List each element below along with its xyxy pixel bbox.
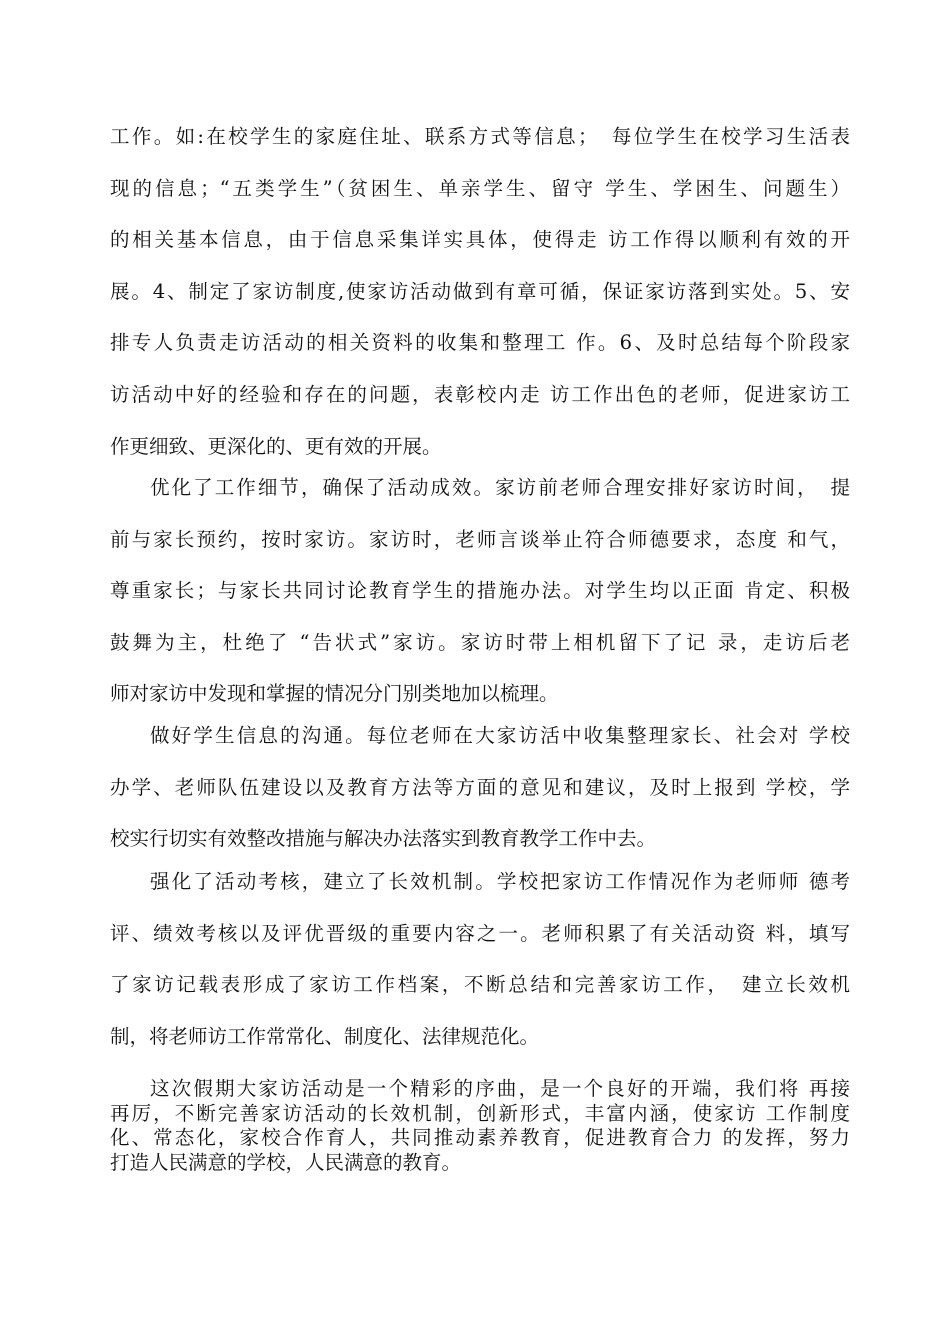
text-line: 师对家访中发现和掌握的情况分门别类地加以梳理。	[110, 682, 559, 706]
text-line: 的相关基本信息，由于信息采集详实具体，使得走 访工作得以顺利有效的开	[110, 228, 850, 252]
paragraph-information-communication	[110, 710, 850, 865]
text-line: 这次假期大家访活动是一个精彩的序曲，是一个良好的开端，我们将 再接	[150, 1077, 850, 1100]
text-line: 化、常态化，家校合作育人，共同推动素养教育，促进教育合力 的发挥，努力	[110, 1126, 850, 1149]
text-line: 前与家长预约，按时家访。家访时，老师言谈举止符合师德要求，态度 和气，	[110, 527, 850, 551]
paragraph-home-visit-measures	[110, 111, 850, 472]
text-line: 校实行切实有效整改措施与解决办法落实到教育教学工作中去。	[110, 827, 657, 851]
text-line: 评、绩效考核以及评优晋级的重要内容之一。老师积累了有关活动资 料，填写	[110, 921, 850, 945]
text-line: 了家访记载表形成了家访工作档案，不断总结和完善家访工作， 建立长效机	[110, 973, 850, 997]
text-line: 现的信息；“五类学生”（贫困生、单亲学生、留守 学生、学困生、问题生）	[110, 176, 850, 200]
text-line: 鼓舞为主，杜绝了 “告状式”家访。家访时带上相机留下了记 录，走访后老	[110, 630, 850, 654]
paragraph-conclusion	[110, 1077, 850, 1175]
paragraph-assessment-mechanism	[110, 856, 850, 1062]
text-line: 打造人民满意的学校，人民满意的教育。	[110, 1150, 462, 1174]
text-line: 尊重家长；与家长共同讨论教育学生的措施办法。对学生均以正面 肯定、积极	[110, 579, 850, 603]
text-line: 优化了工作细节，确保了活动成效。家访前老师合理安排好家访时间， 提	[150, 476, 850, 499]
text-line: 做好学生信息的沟通。每位老师在大家访活中收集整理家长、社会对 学校	[150, 724, 850, 747]
text-line: 排专人负责走访活动的相关资料的收集和整理工 作。6、及时总结每个阶段家	[110, 331, 850, 355]
paragraph-optimize-details	[110, 462, 850, 720]
text-line: 展。4、制定了家访制度,使家访活动做到有章可循，保证家访落到实处。5、安	[110, 279, 850, 303]
text-line: 强化了活动考核，建立了长效机制。学校把家访工作情况作为老师师 德考	[150, 870, 850, 893]
text-line: 访活动中好的经验和存在的问题，表彰校内走 访工作出色的老师，促进家访工	[110, 382, 850, 406]
text-line: 再厉，不断完善家访活动的长效机制，创新形式，丰富内涵，使家访 工作制度	[110, 1101, 850, 1125]
text-line: 办学、老师队伍建设以及教育方法等方面的意见和建议，及时上报到 学校，学	[110, 775, 850, 799]
text-line: 工作。如:在校学生的家庭住址、联系方式等信息； 每位学生在校学习生活表	[110, 125, 850, 148]
text-line: 制，将老师访工作常常化、制度化、法律规范化。	[110, 1024, 540, 1048]
text-line: 作更细致、更深化的、更有效的开展。	[110, 434, 442, 458]
